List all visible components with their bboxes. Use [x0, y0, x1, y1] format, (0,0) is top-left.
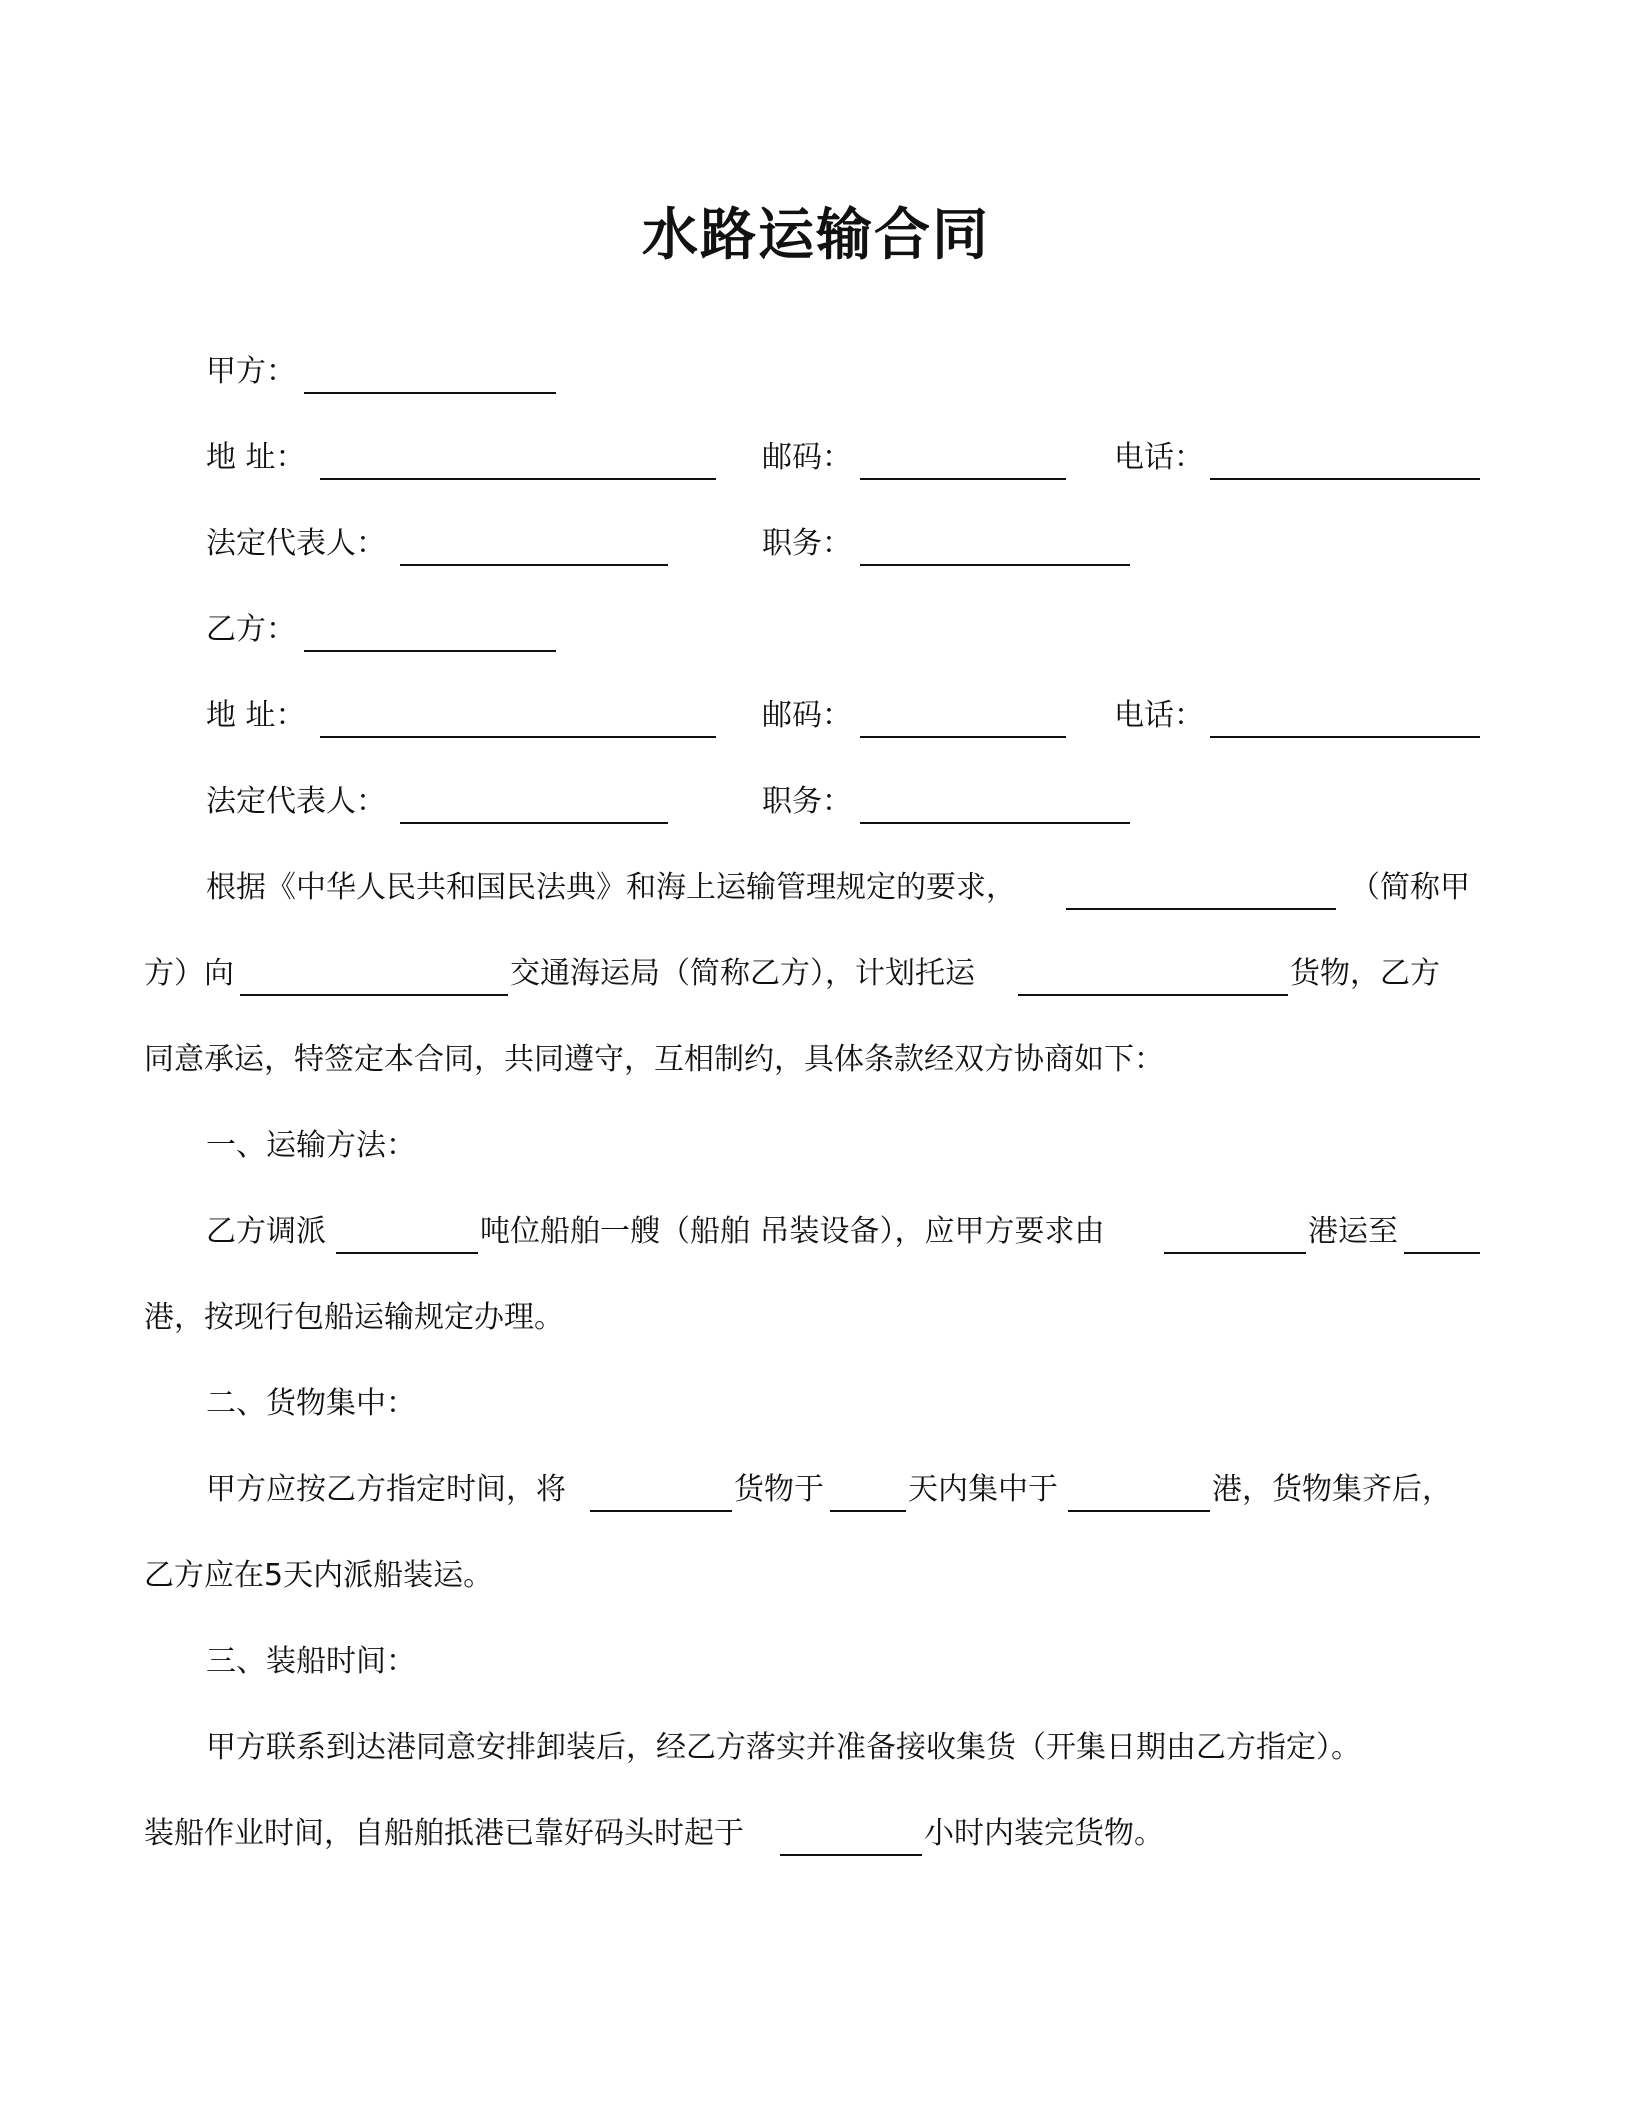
section-3-heading: 三、装船时间： — [206, 1644, 416, 1679]
party-b-rep-label: 法定代表人： — [206, 784, 386, 819]
section-2-port-blank[interactable] — [1068, 1510, 1210, 1512]
section-2-line-1a: 甲方应按乙方指定时间，将 — [206, 1472, 566, 1507]
party-b-postcode-label: 邮码： — [762, 698, 852, 733]
party-a-postcode-blank[interactable] — [860, 478, 1066, 480]
intro-goods-blank[interactable] — [1018, 994, 1288, 996]
section-3-hours-blank[interactable] — [780, 1854, 922, 1856]
party-a-position-label: 职务： — [762, 526, 852, 561]
party-b-phone-blank[interactable] — [1210, 736, 1480, 738]
section-3-line-1: 甲方联系到达港同意安排卸装后，经乙方落实并准备接收集货（开集日期由乙方指定）。 — [206, 1730, 1361, 1765]
party-a-position-blank[interactable] — [860, 564, 1130, 566]
intro-line-1a: 根据《中华人民共和国民法典》和海上运输管理规定的要求， — [206, 870, 1016, 905]
section-3-line-2a: 装船作业时间，自船舶抵港已靠好码头时起于 — [144, 1816, 744, 1851]
section-1-line-2: 港，按现行包船运输规定办理。 — [144, 1300, 564, 1335]
party-a-phone-blank[interactable] — [1210, 478, 1480, 480]
party-b-postcode-blank[interactable] — [860, 736, 1066, 738]
intro-line-2b: 交通海运局（简称乙方），计划托运 — [510, 956, 975, 991]
section-2-heading: 二、货物集中： — [206, 1386, 416, 1421]
section-1-line-1a: 乙方调派 — [206, 1214, 326, 1249]
section-1-line-1b: 吨位船舶一艘（船舶 吊装设备），应甲方要求由 — [480, 1214, 1105, 1249]
section-1-dest-port-blank[interactable] — [1404, 1252, 1480, 1254]
intro-line-1b: （简称甲 — [1350, 870, 1470, 905]
section-3-line-2b: 小时内装完货物。 — [924, 1816, 1164, 1851]
party-a-rep-label: 法定代表人： — [206, 526, 386, 561]
party-b-address-label: 地 址： — [206, 698, 306, 733]
section-1-tonnage-blank[interactable] — [336, 1252, 478, 1254]
section-1-heading: 一、运输方法： — [206, 1128, 416, 1163]
party-b-label: 乙方： — [206, 612, 296, 647]
party-a-rep-blank[interactable] — [400, 564, 668, 566]
party-b-address-blank[interactable] — [320, 736, 716, 738]
party-b-name-blank[interactable] — [304, 650, 556, 652]
section-2-line-1b: 货物于 — [734, 1472, 824, 1507]
party-a-name-blank[interactable] — [304, 392, 556, 394]
party-a-label: 甲方： — [206, 354, 296, 389]
party-b-position-label: 职务： — [762, 784, 852, 819]
intro-carrier-blank[interactable] — [240, 994, 508, 996]
section-1-line-1c: 港运至 — [1308, 1214, 1398, 1249]
section-1-origin-port-blank[interactable] — [1164, 1252, 1306, 1254]
section-2-goods-blank[interactable] — [590, 1510, 732, 1512]
party-b-rep-blank[interactable] — [400, 822, 668, 824]
party-a-postcode-label: 邮码： — [762, 440, 852, 475]
intro-line-2a: 方）向 — [144, 956, 234, 991]
section-2-line-2: 乙方应在5天内派船装运。 — [144, 1558, 494, 1593]
document-title: 水路运输合同 — [642, 203, 990, 268]
party-b-position-blank[interactable] — [860, 822, 1130, 824]
section-2-line-1c: 天内集中于 — [908, 1472, 1058, 1507]
section-2-days-blank[interactable] — [830, 1510, 906, 1512]
party-a-address-blank[interactable] — [320, 478, 716, 480]
section-2-line-1d: 港，货物集齐后， — [1212, 1472, 1452, 1507]
intro-line-3: 同意承运，特签定本合同，共同遵守，互相制约，具体条款经双方协商如下： — [144, 1042, 1164, 1077]
intro-line-2c: 货物，乙方 — [1290, 956, 1440, 991]
intro-shipper-blank[interactable] — [1066, 908, 1336, 910]
party-a-phone-label: 电话： — [1114, 440, 1204, 475]
party-a-address-label: 地 址： — [206, 440, 306, 475]
party-b-phone-label: 电话： — [1114, 698, 1204, 733]
